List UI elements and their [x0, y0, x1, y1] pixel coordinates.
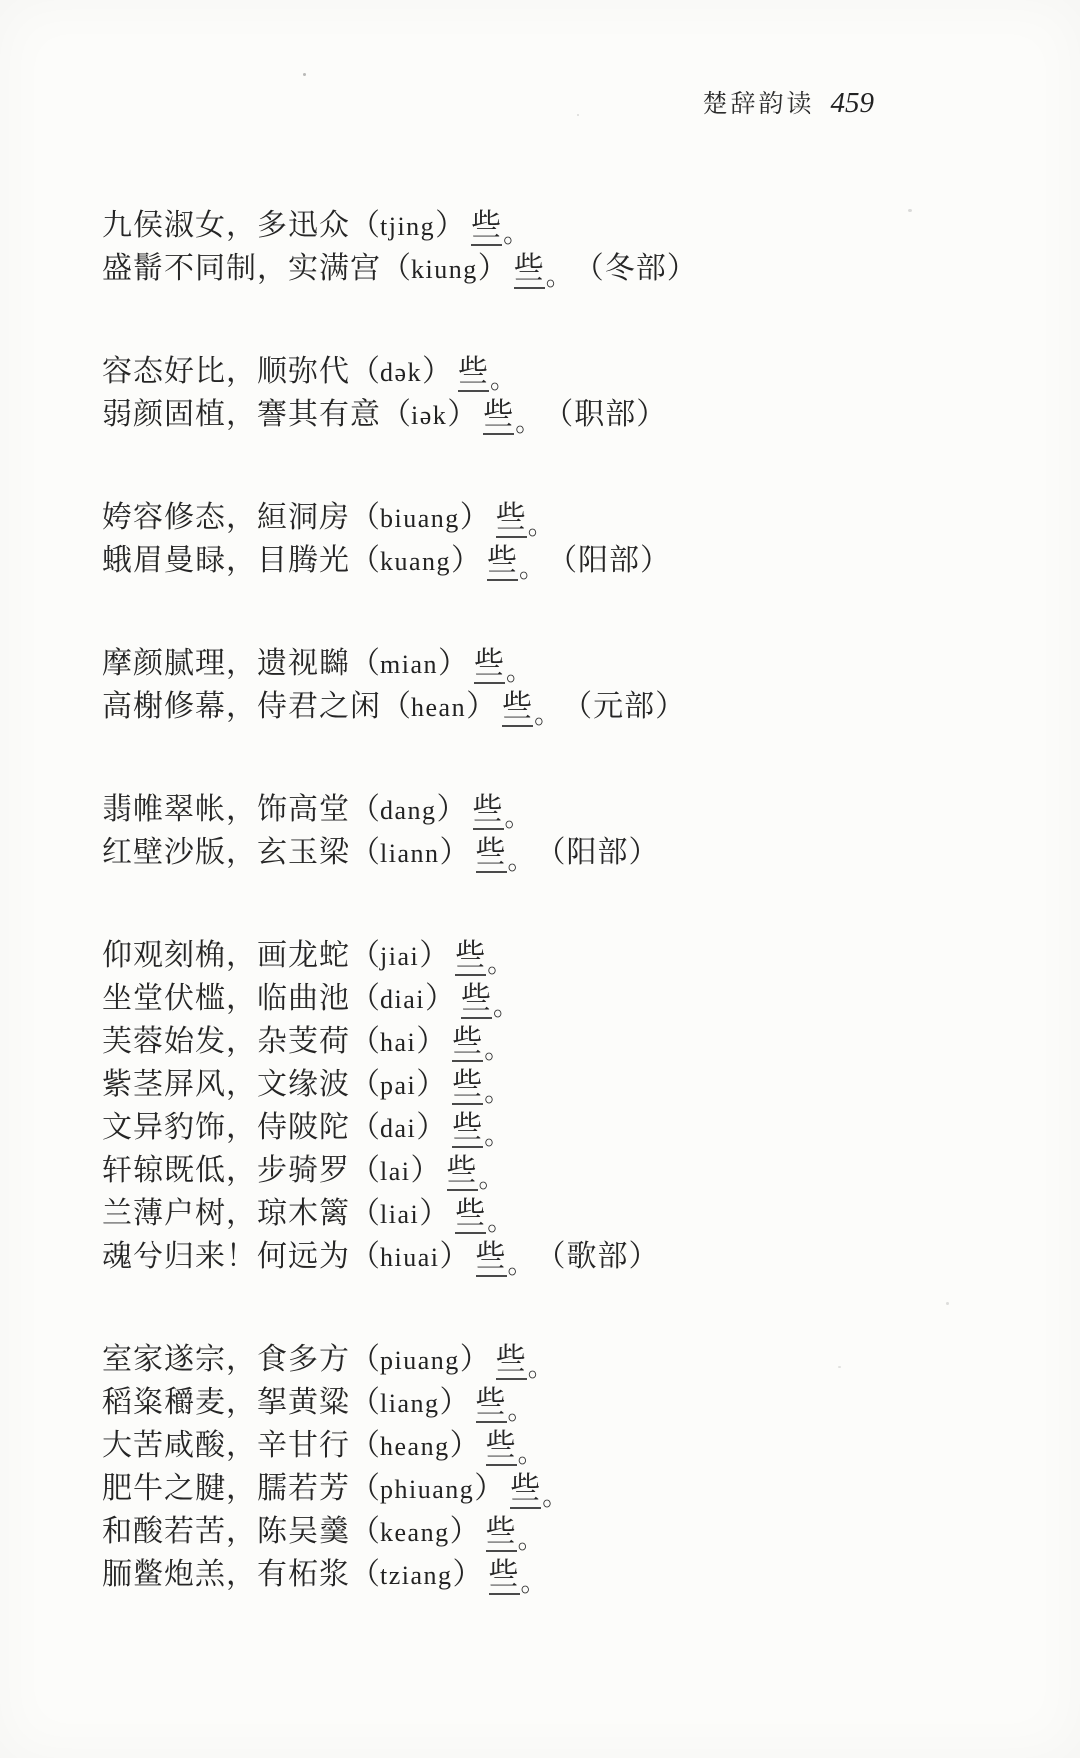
close-paren: ） [439, 836, 470, 869]
open-paren: （ [350, 939, 380, 972]
verse-line [102, 204, 698, 247]
verse-text: 紫茎屏风，文缘波 [102, 1068, 350, 1101]
rime-group-label: （冬部） [573, 252, 698, 285]
close-paren: ） [419, 1197, 450, 1230]
verse-text: 翡帷翠帐，饰高堂 [102, 793, 350, 826]
open-paren: （ [350, 1386, 380, 1419]
verse-text: 和酸若苦，陈吴羹 [102, 1515, 350, 1548]
ideographic-period: 。 [545, 262, 572, 291]
phonetic-annotation: hiuai [380, 1243, 440, 1272]
rhyme-particle: 些 [510, 1471, 541, 1509]
rime-group-label: （阳部） [547, 544, 672, 577]
verse-line [102, 977, 698, 1020]
verse-line [102, 393, 698, 436]
open-paren: （ [350, 836, 380, 869]
stanza [102, 642, 698, 728]
book-title: 楚辞韵读 [702, 91, 815, 118]
rhyme-particle: 些 [473, 792, 504, 830]
verse-text: 姱容修态，絙洞房 [102, 501, 350, 534]
ideographic-period: 。 [484, 1121, 511, 1150]
open-paren: （ [350, 209, 380, 242]
verse-text: 魂兮归来！何远为 [102, 1240, 350, 1273]
close-paren: ） [416, 1025, 447, 1058]
close-paren: ） [451, 544, 482, 577]
scan-speck [577, 114, 579, 116]
verse-text: 大苦咸酸，辛甘行 [102, 1429, 350, 1462]
open-paren: （ [350, 982, 380, 1015]
verse-text: 坐堂伏槛，临曲池 [102, 982, 350, 1015]
ideographic-period: 。 [527, 1353, 554, 1382]
open-paren: （ [350, 1068, 380, 1101]
close-paren: ） [439, 1386, 470, 1419]
ideographic-period: 。 [534, 700, 561, 729]
rhyme-particle: 些 [496, 500, 527, 538]
ideographic-period: 。 [487, 1207, 514, 1236]
verse-line [102, 1424, 698, 1467]
verse-text: 高榭修幕，侍君之闲 [102, 690, 381, 723]
close-paren: ） [435, 209, 466, 242]
open-paren: （ [381, 690, 411, 723]
phonetic-annotation: dang [380, 796, 437, 825]
open-paren: （ [350, 647, 380, 680]
rhyme-particle: 些 [452, 1067, 483, 1105]
phonetic-annotation: liann [380, 839, 440, 868]
ideographic-period: 。 [478, 1164, 505, 1193]
phonetic-annotation: liai [380, 1200, 420, 1229]
ideographic-period: 。 [517, 1439, 544, 1468]
open-paren: （ [350, 1343, 380, 1376]
verse-text: 弱颜固植，謇其有意 [102, 398, 381, 431]
open-paren: （ [381, 252, 411, 285]
verse-text: 轩辌既低，步骑罗 [102, 1154, 350, 1187]
verse-line [102, 788, 698, 831]
verse-line [102, 1235, 698, 1278]
scan-speck [946, 1302, 949, 1305]
rhyme-particle: 些 [486, 1428, 517, 1466]
rhyme-particle: 些 [502, 689, 533, 727]
open-paren: （ [350, 544, 380, 577]
ideographic-period: 。 [517, 1525, 544, 1554]
ideographic-period: 。 [520, 1568, 547, 1597]
rhyme-particle: 些 [455, 938, 486, 976]
open-paren: （ [350, 1429, 380, 1462]
rhyme-particle: 些 [489, 1557, 520, 1595]
stanza [102, 934, 698, 1278]
ideographic-period: 。 [515, 408, 542, 437]
open-paren: （ [350, 355, 380, 388]
phonetic-annotation: kiung [411, 255, 478, 284]
running-head [0, 84, 874, 120]
stanza [102, 496, 698, 582]
stanza [102, 1338, 698, 1596]
rhyme-particle: 些 [496, 1342, 527, 1380]
phonetic-annotation: jiai [380, 942, 420, 971]
rhyme-particle: 些 [476, 1385, 507, 1423]
verse-text: 红壁沙版，玄玉梁 [102, 836, 350, 869]
verse-line [102, 350, 698, 393]
close-paren: ） [425, 982, 455, 1015]
verse-line [102, 1338, 698, 1381]
stanza [102, 204, 698, 290]
ideographic-period: 。 [507, 1250, 534, 1279]
phonetic-annotation: pai [380, 1071, 417, 1100]
verse-text: 摩颜腻理，遗视矊 [102, 647, 350, 680]
phonetic-annotation: mian [380, 650, 438, 679]
verse-text: 蛾眉曼睩，目腾光 [102, 544, 350, 577]
open-paren: （ [381, 398, 411, 431]
verse-line [102, 1510, 698, 1553]
verse-line [102, 831, 698, 874]
open-paren: （ [350, 1515, 380, 1548]
verse-line [102, 1106, 698, 1149]
stanza [102, 350, 698, 436]
close-paren: ） [410, 1154, 441, 1187]
rhyme-particle: 些 [471, 208, 502, 246]
phonetic-annotation: dək [380, 358, 423, 387]
close-paren: ） [438, 647, 468, 680]
verse-text: 兰薄户树，琼木篱 [102, 1197, 350, 1230]
phonetic-annotation: hean [411, 693, 467, 722]
stanza [102, 788, 698, 874]
rhyme-particle: 些 [458, 354, 489, 392]
open-paren: （ [350, 1472, 380, 1505]
phonetic-annotation: biuang [380, 504, 460, 533]
verse-text: 盛鬋不同制，实满宫 [102, 252, 381, 285]
close-paren: ） [447, 398, 478, 431]
close-paren: ） [422, 355, 453, 388]
close-paren: ） [459, 501, 490, 534]
phonetic-annotation: heang [380, 1432, 450, 1461]
verse-line [102, 1020, 698, 1063]
verse-text: 仰观刻桷，画龙蛇 [102, 939, 350, 972]
close-paren: ） [436, 793, 467, 826]
close-paren: ） [474, 1472, 505, 1505]
rhyme-particle: 些 [487, 543, 518, 581]
ideographic-period: 。 [506, 657, 533, 686]
phonetic-annotation: diai [380, 985, 425, 1014]
phonetic-annotation: phiuang [380, 1475, 475, 1504]
verse-text: 肥牛之腱，臑若芳 [102, 1472, 350, 1505]
verse-line [102, 539, 698, 582]
open-paren: （ [350, 1240, 380, 1273]
open-paren: （ [350, 1558, 380, 1591]
verse-line [102, 1063, 698, 1106]
poem-content [102, 204, 698, 1656]
rhyme-particle: 些 [452, 1024, 483, 1062]
close-paren: ） [449, 1515, 480, 1548]
verse-line [102, 934, 698, 977]
phonetic-annotation: piuang [380, 1346, 460, 1375]
phonetic-annotation: tziang [380, 1561, 453, 1590]
rhyme-particle: 些 [483, 397, 514, 435]
rhyme-particle: 些 [452, 1110, 483, 1148]
verse-text: 稻粢穱麦，挐黄粱 [102, 1386, 350, 1419]
scan-speck [838, 1366, 841, 1368]
ideographic-period: 。 [493, 992, 520, 1021]
rime-group-label: （阳部） [535, 836, 660, 869]
rhyme-particle: 些 [455, 1196, 486, 1234]
close-paren: ） [466, 690, 497, 723]
phonetic-annotation: keang [380, 1518, 450, 1547]
close-paren: ） [452, 1558, 483, 1591]
open-paren: （ [350, 1197, 380, 1230]
phonetic-annotation: iək [411, 401, 448, 430]
ideographic-period: 。 [504, 803, 531, 832]
rhyme-particle: 些 [486, 1514, 517, 1552]
verse-text: 容态好比，顺弥代 [102, 355, 350, 388]
ideographic-period: 。 [490, 365, 517, 394]
open-paren: （ [350, 1111, 380, 1144]
verse-text: 室家遂宗，食多方 [102, 1343, 350, 1376]
close-paren: ） [419, 939, 450, 972]
rhyme-particle: 些 [474, 646, 505, 684]
rhyme-particle: 些 [447, 1153, 478, 1191]
verse-line [102, 496, 698, 539]
close-paren: ） [449, 1429, 480, 1462]
ideographic-period: 。 [519, 554, 546, 583]
verse-line [102, 642, 698, 685]
open-paren: （ [350, 501, 380, 534]
rhyme-particle: 些 [461, 981, 492, 1019]
scan-speck [303, 73, 306, 76]
verse-text: 文异豹饰，侍陂陀 [102, 1111, 350, 1144]
ideographic-period: 。 [507, 1396, 534, 1425]
close-paren: ） [416, 1111, 447, 1144]
rhyme-particle: 些 [514, 251, 545, 289]
page-number: 459 [830, 87, 874, 119]
rhyme-particle: 些 [476, 1239, 507, 1277]
verse-line [102, 1467, 698, 1510]
rime-group-label: （职部） [543, 398, 668, 431]
phonetic-annotation: liang [380, 1389, 440, 1418]
open-paren: （ [350, 1154, 380, 1187]
rime-group-label: （歌部） [535, 1240, 660, 1273]
phonetic-annotation: hai [380, 1028, 417, 1057]
ideographic-period: 。 [507, 846, 534, 875]
ideographic-period: 。 [484, 1035, 511, 1064]
open-paren: （ [350, 1025, 380, 1058]
open-paren: （ [350, 793, 380, 826]
phonetic-annotation: tjing [380, 212, 436, 241]
rime-group-label: （元部） [562, 690, 687, 723]
verse-line [102, 1149, 698, 1192]
close-paren: ） [416, 1068, 447, 1101]
rhyme-particle: 些 [476, 835, 507, 873]
ideographic-period: 。 [542, 1482, 569, 1511]
verse-line [102, 685, 698, 728]
verse-line [102, 1553, 698, 1596]
scan-speck [908, 209, 912, 212]
ideographic-period: 。 [503, 219, 530, 248]
phonetic-annotation: kuang [380, 547, 452, 576]
verse-line [102, 1192, 698, 1235]
verse-text: 芙蓉始发，杂芰荷 [102, 1025, 350, 1058]
close-paren: ） [477, 252, 508, 285]
phonetic-annotation: dai [380, 1114, 417, 1143]
verse-text: 九侯淑女，多迅众 [102, 209, 350, 242]
ideographic-period: 。 [487, 949, 514, 978]
phonetic-annotation: lai [380, 1157, 411, 1186]
ideographic-period: 。 [484, 1078, 511, 1107]
verse-line [102, 1381, 698, 1424]
verse-text: 胹鳖炮羔，有柘浆 [102, 1558, 350, 1591]
close-paren: ） [439, 1240, 470, 1273]
verse-line [102, 247, 698, 290]
ideographic-period: 。 [527, 511, 554, 540]
close-paren: ） [459, 1343, 490, 1376]
